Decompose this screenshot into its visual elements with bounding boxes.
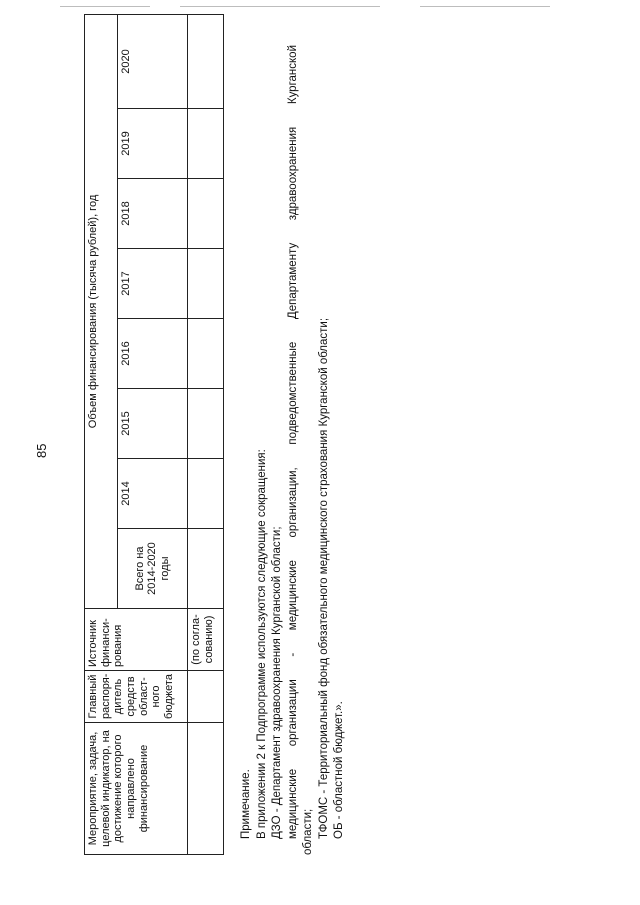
cell-total [188,529,224,609]
note-item: ОБ - областной бюджет.». [333,701,345,839]
cell-2016 [188,319,224,389]
note-item: области; [302,808,314,855]
header-manager: Главный распоря-дитель средств област-ного бюджета [85,671,188,723]
cell-2018 [188,179,224,249]
cell-2020 [188,14,224,108]
note-item: медицинские организации - медицинские организации, подведомственные Департаменту здравоохранения Курганской [286,45,299,839]
cell-manager [188,671,224,723]
notes-block [239,45,348,855]
notes-intro: В приложении 2 к Подпрограмме используются следующие сокращения: [255,449,268,839]
note-item: ТФОМС - Территориальный фонд обязательного медицинского страхования Курганской области; [317,317,330,839]
cell-2015 [188,389,224,459]
cell-2014 [188,459,224,529]
header-total: Всего на 2014-2020 годы [118,529,188,609]
header-year-2015: 2015 [118,389,188,459]
table-row [188,14,224,854]
note-item: ДЗО - Департамент здравоохранения Курганской области; [271,526,283,839]
header-year-2020: 2020 [118,14,188,108]
cell-2017 [188,249,224,319]
header-year-2016: 2016 [118,319,188,389]
cell-measure [188,723,224,855]
cell-source: (по согла-сованию) [188,609,224,671]
header-year-2018: 2018 [118,179,188,249]
header-row-1 [85,14,118,854]
financing-table [84,14,224,855]
header-measure: Мероприятие, задача, целевой индикатор, на достижение которого направлено финансирование [85,723,188,855]
header-volume: Объем финансирования (тысяча рублей), год [85,14,118,608]
header-year-2017: 2017 [118,249,188,319]
header-year-2014: 2014 [118,459,188,529]
cell-2019 [188,109,224,179]
header-year-2019: 2019 [118,109,188,179]
notes-title: Примечание. [240,769,252,839]
header-source: Источник финанси-рования [85,609,188,671]
page-number: 85 [34,443,49,458]
